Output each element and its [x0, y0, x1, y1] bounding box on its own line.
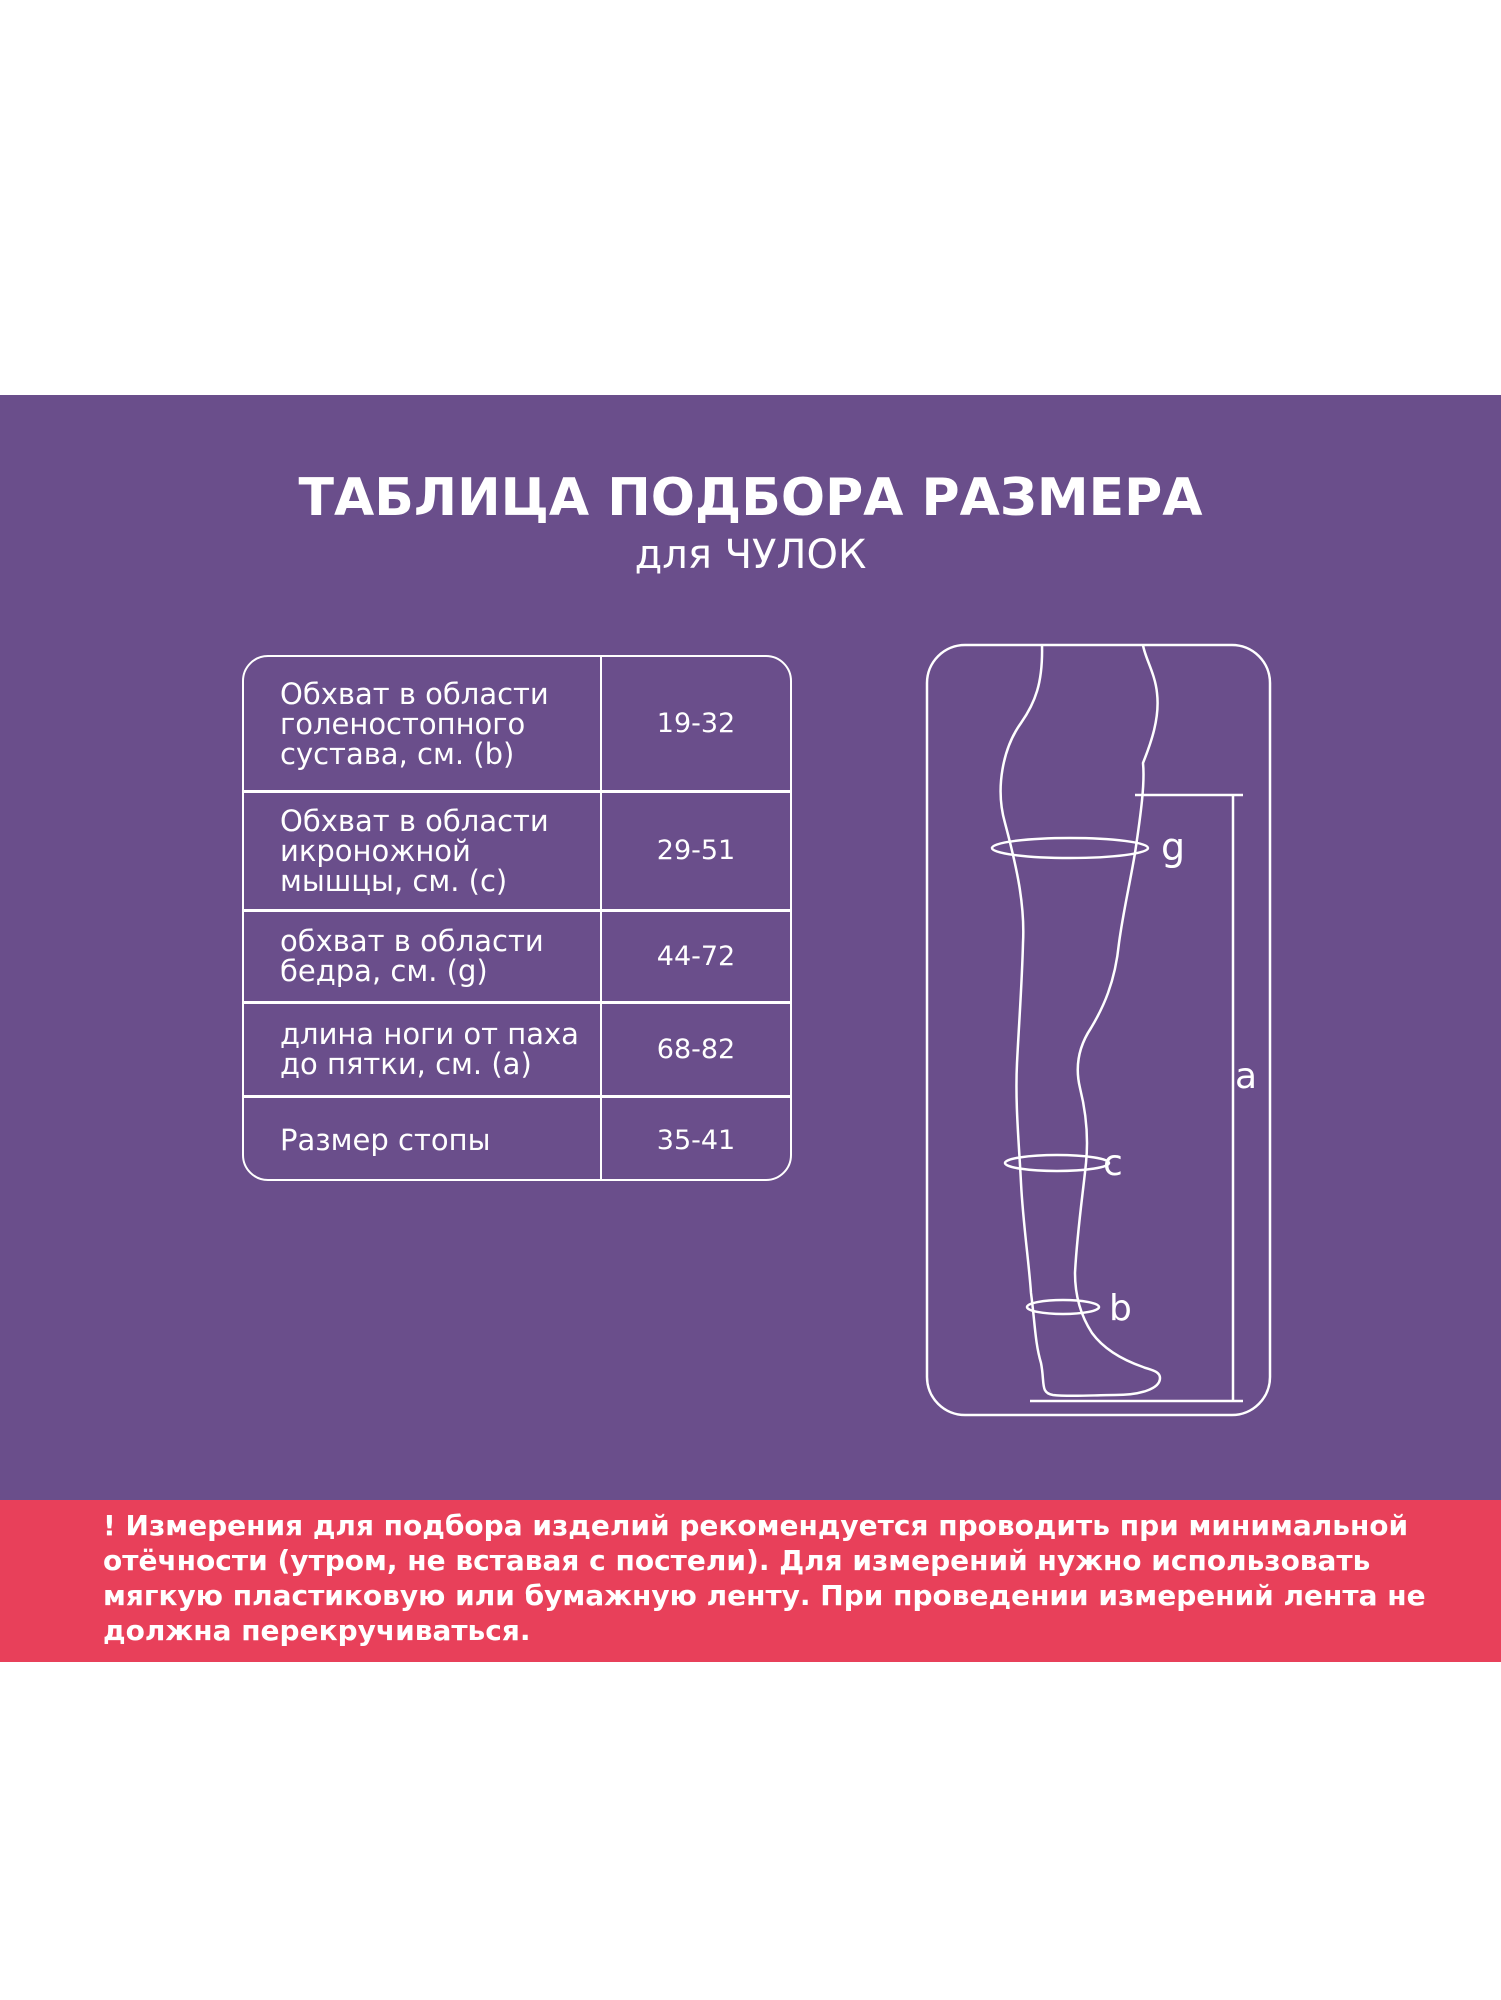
row-label-text: обхват в области бедра, см. (g) [280, 924, 544, 988]
row-value: 19-32 [656, 708, 736, 739]
row-label-text: Обхват в области икроножной мышцы, см. (c) [280, 803, 549, 898]
thigh-tape-loop [992, 838, 1148, 858]
row-value: 44-72 [656, 940, 736, 972]
page-title: ТАБЛИЦА ПОДБОРА РАЗМЕРА [298, 468, 1203, 528]
page-subtitle: для ЧУЛОК [634, 532, 867, 578]
notice-text: ! Измерения для подбора изделий рекомендуется проводить при минимальной отёчности (утром, не вставая с постели). Для измерений нужно использовать мягкую пластиковую или бумажную ленту. При проведении измерений лента не должна перекручиваться. [103, 1509, 1426, 1647]
label-a: a [1235, 1056, 1258, 1097]
row-label [244, 657, 602, 790]
leg-measurement-figure [925, 643, 1275, 1418]
row-label [244, 1003, 602, 1095]
row-value: 68-82 [656, 1033, 736, 1065]
row-label [244, 1097, 602, 1181]
row-label-text: Обхват в области голеностопного сустава, см. (b) [280, 676, 549, 771]
ankle-tape-loop [1027, 1300, 1099, 1314]
size-table [242, 655, 792, 1181]
row-label [244, 792, 602, 909]
row-label-text: Размер стопы [280, 1123, 491, 1157]
table-row [244, 1097, 790, 1181]
row-label-text: длина ноги от паха до пятки, см. (a) [280, 1017, 579, 1081]
table-row [244, 792, 790, 909]
figure-frame [927, 645, 1270, 1415]
label-c: c [1103, 1143, 1123, 1184]
row-label [244, 911, 602, 1001]
label-b: b [1109, 1288, 1132, 1329]
row-value: 35-41 [656, 1124, 736, 1156]
table-row [244, 1003, 790, 1095]
table-row [244, 911, 790, 1001]
label-g: g [1161, 825, 1186, 869]
leg-back-outline [1001, 645, 1160, 1396]
row-value: 29-51 [656, 835, 736, 866]
table-row [244, 657, 790, 790]
